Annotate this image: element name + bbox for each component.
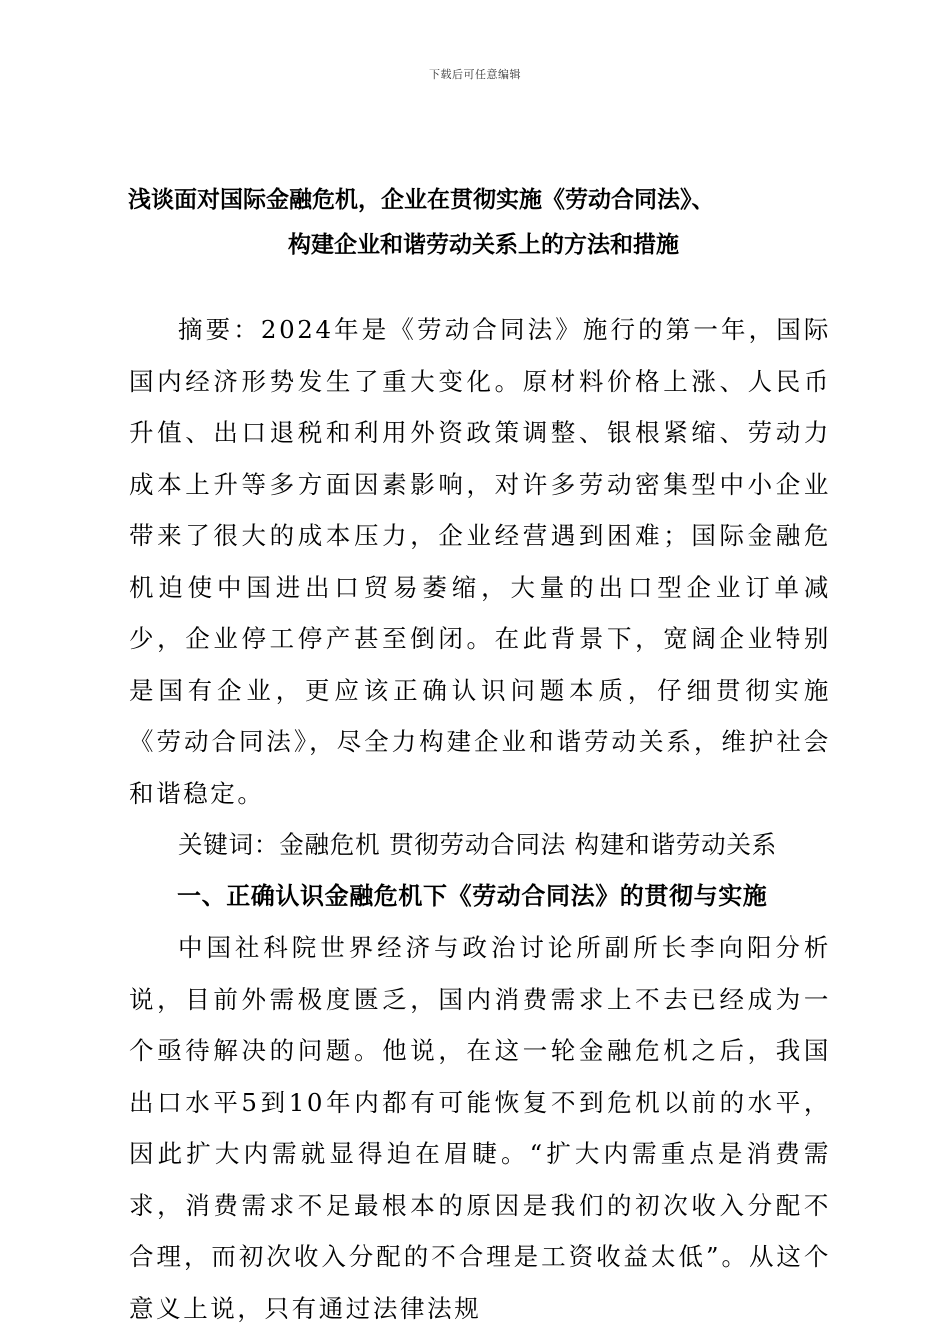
- header-note: 下载后可任意编辑: [429, 68, 521, 81]
- document-body: [129, 304, 831, 1334]
- document-title-line-2: 构建企业和谐劳动关系上的方法和措施: [288, 232, 679, 258]
- abstract-paragraph: 摘要：2024年是《劳动合同法》施行的第一年，国际国内经济形势发生了重大变化。原材料价格上涨、人民币升值、出口退税和利用外资政策调整、银根紧缩、劳动力成本上升等多方面因素影响，对许多劳动密集型中小企业带来了很大的成本压力，企业经营遇到困难；国际金融危机迫使中国进出口贸易萎缩，大量的出口型企业订单减少，企业停工停产甚至倒闭。在此背景下，宽阔企业特别是国有企业，更应该正确认识问题本质，仔细贯彻实施《劳动合同法》，尽全力构建企业和谐劳动关系，维护社会和谐稳定。: [129, 315, 831, 808]
- document-title-line-1: 浅谈面对国际金融危机，企业在贯彻实施《劳动合同法》、: [128, 187, 715, 213]
- section-heading: 一、正确认识金融危机下《劳动合同法》的贯彻与实施: [177, 881, 768, 910]
- keywords-paragraph: 关键词：金融危机 贯彻劳动合同法 构建和谐劳动关系: [178, 830, 778, 859]
- body-paragraph: 中国社科院世界经济与政治讨论所副所长李向阳分析说，目前外需极度匮乏，国内消费需求上不去已经成为一个亟待解决的问题。他说，在这一轮金融危机之后，我国出口水平5到10年内都有可能恢复不到危机以前的水平，因此扩大内需就显得迫在眉睫。“扩大内需重点是消费需求，消费需求不足最根本的原因是我们的初次收入分配不合理，而初次收入分配的不合理是工资收益太低”。从这个意义上说，只有通过法律法规: [129, 933, 831, 1323]
